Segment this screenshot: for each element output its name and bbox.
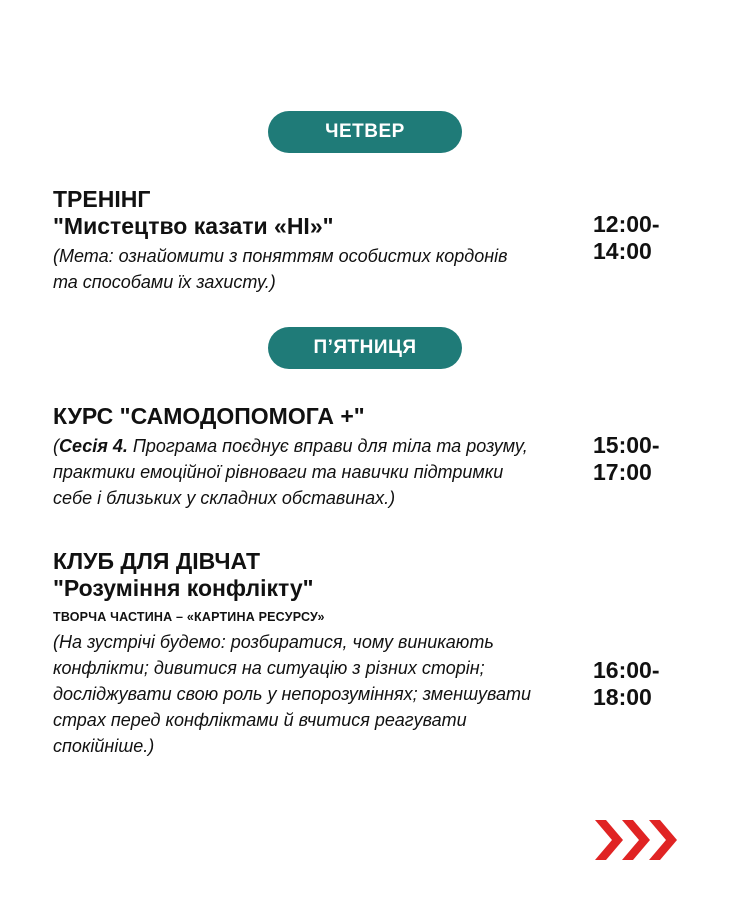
event-title-line1: ТРЕНІНГ <box>53 186 151 212</box>
event-training <box>53 186 533 295</box>
event-description: (На зустрічі будемо: розбиратися, чому виникають конфлікти; дивитися на ситуацію з різних сторін; досліджувати свою роль у непорозуміннях; зменшувати страх перед конфліктами й вчитися реагувати спокійніше.) <box>53 632 532 756</box>
day-badge-friday <box>268 327 462 369</box>
day-badge-thursday <box>268 111 462 153</box>
session-label: Сесія 4. <box>59 436 128 456</box>
event-time: 15:00- 17:00 <box>593 432 660 485</box>
event-title: КУРС "САМОДОПОМОГА +" <box>53 403 365 429</box>
event-title <box>53 186 533 240</box>
event-title-line2: "Мистецтво казати «НІ»" <box>53 213 334 239</box>
day-label: П’ЯТНИЦЯ <box>313 337 417 358</box>
event-time: 12:00- 14:00 <box>593 211 660 264</box>
event-description <box>53 433 533 511</box>
event-subtitle: ТВОРЧА ЧАСТИНА – «КАРТИНА РЕСУРСУ» <box>53 610 325 624</box>
event-course <box>53 403 533 511</box>
event-description: (Мета: ознайомити з поняттям особистих кордонів та способами їх захисту.) <box>53 246 508 292</box>
event-title <box>53 548 533 602</box>
event-time: 16:00- 18:00 <box>593 657 660 710</box>
triple-chevron-right-icon <box>595 818 679 862</box>
description-rest: Програма поєднує вправи для тіла та розуму, практики емоційної рівноваги та навички підтримки себе і близьких у складних обставинах.) <box>53 436 528 508</box>
event-girls-club <box>53 548 533 759</box>
event-title-line1: КЛУБ ДЛЯ ДІВЧАТ <box>53 548 261 574</box>
day-label: ЧЕТВЕР <box>325 121 405 142</box>
event-title-line2: "Розуміння конфлікту" <box>53 575 314 601</box>
description-open: ( <box>53 436 59 456</box>
